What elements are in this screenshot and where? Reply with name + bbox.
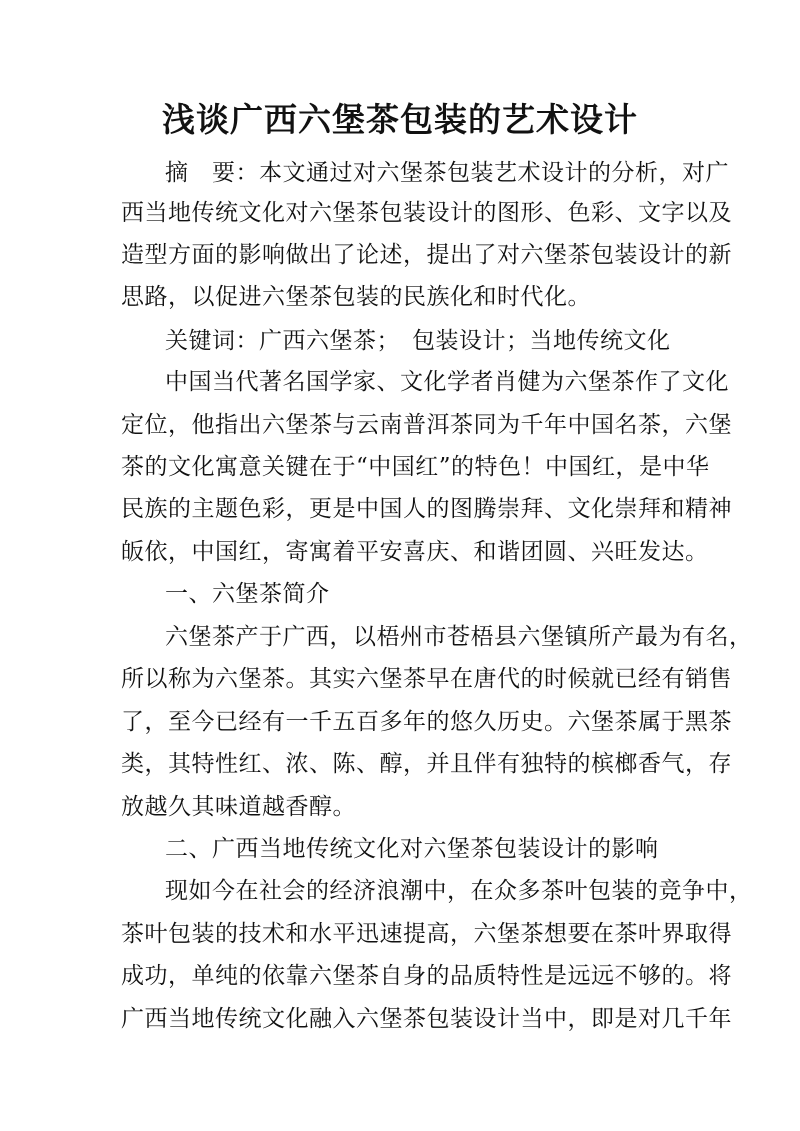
intro-line-1: 中国当代著名国学家、文化学者肖健为六堡茶作了文化 — [165, 369, 729, 395]
section-heading-1: 一、六堡茶简介 — [165, 581, 330, 607]
section1-line-1: 六堡茶产于广西，以梧州市苍梧县六堡镇所产最为有名， — [165, 624, 753, 650]
intro-line-2: 定位，他指出六堡茶与云南普洱茶同为千年中国名茶，六堡 — [121, 412, 732, 438]
section2-line-2: 茶叶包装的技术和水平迅速提高，六堡茶想要在茶叶界取得 — [121, 921, 732, 947]
intro-line-3: 茶的文化寓意关键在于“中国红”的特色！中国红，是中华 — [121, 454, 710, 480]
section1-line-3: 了，至今已经有一千五百多年的悠久历史。六堡茶属于黑茶 — [121, 709, 732, 735]
document-title: 浅谈广西六堡茶包装的艺术设计 — [162, 100, 638, 139]
abstract-line-3: 造型方面的影响做出了论述，提出了对六堡茶包装设计的新 — [121, 242, 732, 268]
section2-line-1: 现如今在社会的经济浪潮中，在众多茶叶包装的竞争中， — [165, 878, 753, 904]
keywords-line: 关键词：广西六堡茶； 包装设计；当地传统文化 — [165, 328, 671, 354]
section2-line-3: 成功，单纯的依靠六堡茶自身的品质特性是远远不够的。将 — [121, 963, 732, 989]
section1-line-2: 所以称为六堡茶。其实六堡茶早在唐代的时候就已经有销售 — [121, 666, 732, 692]
intro-line-4: 民族的主题色彩，更是中国人的图腾崇拜、文化崇拜和精神 — [121, 496, 732, 522]
section1-line-4: 类，其特性红、浓、陈、醇，并且伴有独特的槟榔香气，存 — [121, 751, 732, 777]
intro-line-5: 皈依，中国红，寄寓着平安喜庆、和谐团圆、兴旺发达。 — [121, 539, 709, 565]
abstract-line-2: 西当地传统文化对六堡茶包装设计的图形、色彩、文字以及 — [121, 200, 732, 226]
section-heading-2: 二、广西当地传统文化对六堡茶包装设计的影响 — [165, 836, 659, 862]
section1-line-5: 放越久其味道越香醇。 — [121, 794, 356, 820]
section2-line-4: 广西当地传统文化融入六堡茶包装设计当中，即是对几千年 — [121, 1006, 732, 1032]
abstract-line-1: 摘 要：本文通过对六堡茶包装艺术设计的分析，对广 — [165, 160, 729, 186]
abstract-line-4: 思路，以促进六堡茶包装的民族化和时代化。 — [121, 284, 591, 310]
